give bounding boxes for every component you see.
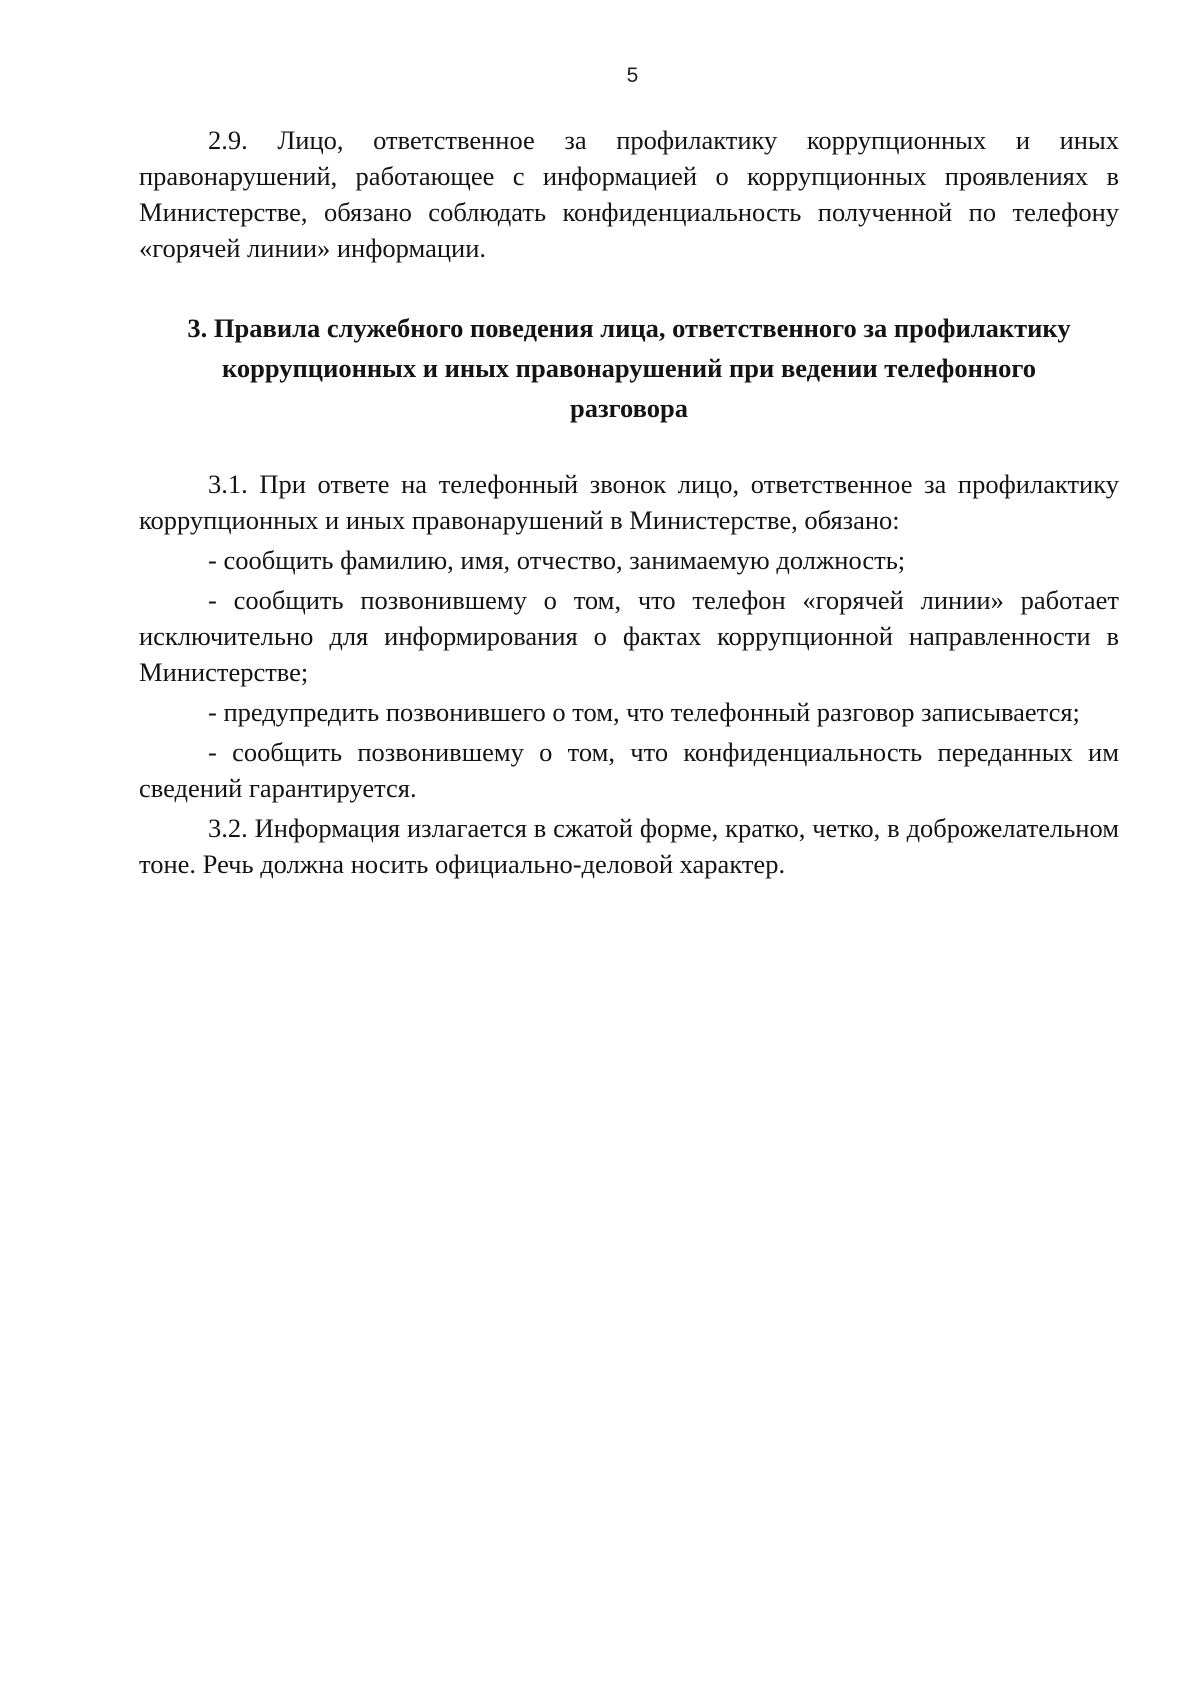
list-item-2: - сообщить позвонившему о том, что телефон «горячей линии» работает исключительно для информирования о фактах коррупционной направленности в Министерстве; (139, 585, 1119, 687)
section-3-heading-line-3: разговора (570, 393, 688, 423)
section-3-heading-line-1: 3. Правила служебного поведения лица, ответственного за профилактику (187, 313, 1071, 343)
list-item-3: - предупредить позвонившего о том, что телефонный разговор записывается; (208, 697, 1080, 727)
list-item-1: - сообщить фамилию, имя, отчество, занимаемую должность; (208, 545, 906, 575)
paragraph-3-1: 3.1. При ответе на телефонный звонок лицо, ответственное за профилактику коррупционных и иных правонарушений в Министерстве, обязано: (139, 469, 1119, 535)
page-number: 5 (626, 64, 639, 87)
section-3-heading (139, 308, 1119, 428)
paragraph-3-2: 3.2. Информация излагается в сжатой форме, кратко, четко, в доброжелательном тоне. Речь должна носить официально-деловой характер. (139, 813, 1119, 879)
section-3-heading-line-2: коррупционных и иных правонарушений при ведении телефонного (221, 353, 1036, 383)
document-body (139, 122, 1119, 882)
paragraph-2-9: 2.9. Лицо, ответственное за профилактику коррупционных и иных правонарушений, работающее с информацией о коррупционных проявлениях в Министерстве, обязано соблюдать конфиденциальность полученной по телефону «горячей линии» информации. (139, 125, 1119, 263)
list-item-4: - сообщить позвонившему о том, что конфиденциальность переданных им сведений гарантируется. (139, 737, 1119, 803)
